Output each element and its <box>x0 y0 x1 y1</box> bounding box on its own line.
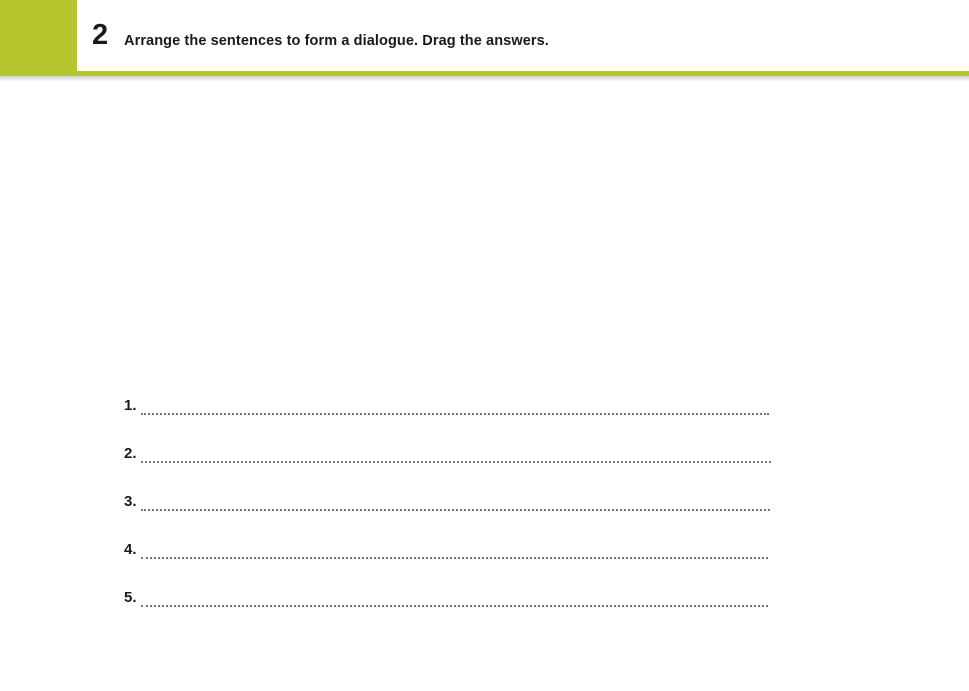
answer-number: 1. <box>124 397 137 414</box>
answer-number: 5. <box>124 589 137 606</box>
header-color-block <box>0 0 77 71</box>
exercise-header <box>0 0 969 78</box>
answer-number: 2. <box>124 445 137 462</box>
answer-dropzone-4[interactable] <box>141 536 769 560</box>
answer-number: 3. <box>124 493 137 510</box>
answer-list <box>124 396 774 636</box>
answer-number: 4. <box>124 541 137 558</box>
exercise-number: 2 <box>92 19 108 51</box>
answer-row <box>124 588 774 636</box>
answer-row <box>124 540 774 588</box>
exercise-instruction: Arrange the sentences to form a dialogue. Drag the answers. <box>124 33 549 49</box>
header-divider-shadow <box>0 76 969 82</box>
answer-row <box>124 492 774 540</box>
answer-row <box>124 396 774 444</box>
answer-dropzone-5[interactable] <box>141 584 769 608</box>
answer-row <box>124 444 774 492</box>
answer-dropzone-3[interactable] <box>141 488 769 512</box>
answer-dropzone-2[interactable] <box>141 440 769 464</box>
answer-dropzone-1[interactable] <box>141 392 769 416</box>
